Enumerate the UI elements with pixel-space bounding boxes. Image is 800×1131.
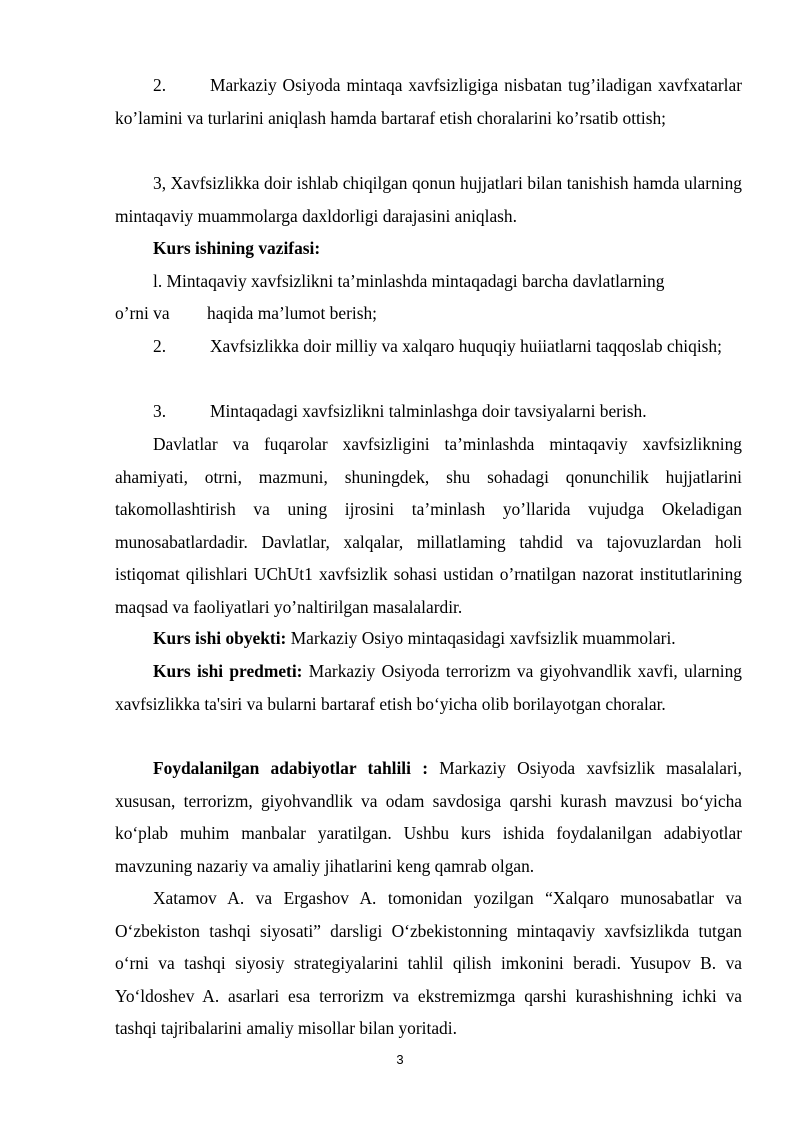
- task-item-3: [115, 395, 742, 428]
- continuation-end: haqida ma’lumot berish;: [207, 303, 378, 323]
- literature-paragraph: [115, 752, 742, 882]
- paragraph-text: l. Mintaqaviy xavfsizlikni ta’minlashda mintaqadagi barcha davlatlarning: [153, 271, 665, 291]
- paragraph-goal-2: [115, 69, 742, 134]
- paragraph-text: Xavfsizlikka doir milliy va xalqaro huquqiy huiiatlarni taqqoslab chiqish;: [210, 336, 722, 356]
- object-label: Kurs ishi obyekti:: [153, 628, 287, 648]
- literature-text: Markaziy Osiyoda xavfsizlik masalalari, xususan, terrorizm, giyohvandlik va odam savdosiga qarshi kurash mavzusi bo‘yicha ko‘plab muhim manbalar yaratilgan. Ushbu kurs ishida foydalanilgan adabiyotlar mavzuning nazariy va amaliy jihatlarini keng qamrab olgan.: [115, 758, 742, 876]
- task-item-1: [115, 265, 742, 298]
- paragraph-goal-3: [115, 167, 742, 232]
- paragraph-text: 3, Xavfsizlikka doir ishlab chiqilgan qonun hujjatlari bilan tanishish hamda ularning mintaqaviy muammolarga daxldorligi darajasini aniqlash.: [115, 173, 742, 226]
- heading-text: Kurs ishining vazifasi:: [153, 238, 321, 258]
- paragraph-text: Davlatlar va fuqarolar xavfsizligini ta’minlashda mintaqaviy xavfsizlikning ahamiyati, otrni, mazmuni, shuningdek, shu sohadagi qonunchilik hujjatlarini takomollashtirish va uning ijrosini ta’minlash yo’llarida vujudga Okeladigan munosabatlardadir. Davlatlar, xalqalar, millatlaming tahdid va tajovuzlardan holi istiqomat qilishlari UChUt1 xavfsizlik sohasi ustidan o’rnatilgan nazorat institutlarining maqsad va faoliyatlari yo’naltirilgan masalalardir.: [115, 434, 742, 617]
- page-number: 3: [396, 1052, 404, 1067]
- continuation-start: o’rni va: [115, 303, 170, 323]
- paragraph-text: Markaziy Osiyoda mintaqa xavfsizligiga nisbatan tug’iladigan xavfxatarlar ko’lamini va turlarini aniqlash hamda bartaraf etish choralarini ko’rsatib ottish;: [115, 75, 742, 128]
- task-item-2: [115, 330, 742, 363]
- list-number: 2.: [153, 75, 167, 95]
- subject-text: Markaziy Osiyoda terrorizm va giyohvandlik xavfi, ularning xavfsizlikka ta'siri va bularni bartaraf etish bo‘yicha olib borilayotgan choralar.: [115, 661, 742, 714]
- list-number: 3.: [153, 401, 167, 421]
- object-text: Markaziy Osiyo mintaqasidagi xavfsizlik muammolari.: [286, 628, 676, 648]
- list-number: 2.: [153, 336, 167, 356]
- paragraph-text: Mintaqadagi xavfsizlikni talminlashga doir tavsiyalarni berish.: [210, 401, 647, 421]
- sources-paragraph: [115, 882, 742, 1045]
- object-paragraph: [115, 622, 742, 655]
- subject-label: Kurs ishi predmeti:: [153, 661, 303, 681]
- task-item-1-continuation: [115, 297, 742, 330]
- subject-paragraph: [115, 655, 742, 720]
- literature-label: Foydalanilgan adabiyotlar tahlili :: [153, 758, 429, 778]
- paragraph-text: Xatamov A. va Ergashov A. tomonidan yozilgan “Xalqaro munosabatlar va O‘zbekiston tashqi siyosati” darsligi O‘zbekistonning mintaqaviy xavfsizlikda tutgan o‘rni va tashqi siyosiy strategiyalarini tahlil qilish imkonini beradi. Yusupov B. va Yo‘ldoshev A. asarlari esa terrorizm va ekstremizmga qarshi kurashishning ichki va tashqi tajribalarini amaliy misollar bilan yoritadi.: [115, 888, 742, 1038]
- body-paragraph: [115, 428, 742, 623]
- tasks-heading: [115, 232, 742, 265]
